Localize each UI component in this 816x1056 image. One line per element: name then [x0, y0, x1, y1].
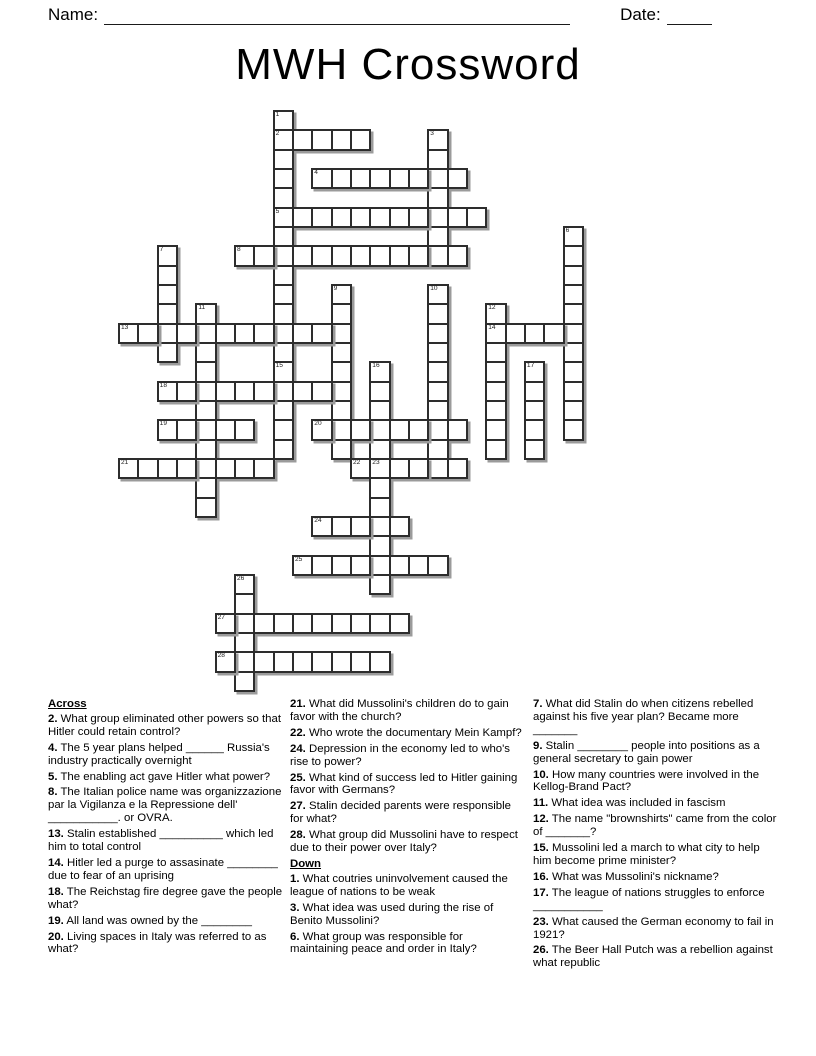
clue-number-label: 19 — [159, 420, 167, 428]
grid-cell[interactable] — [234, 458, 255, 479]
grid-cell[interactable] — [485, 303, 506, 324]
clue-number: 13. — [48, 828, 64, 841]
grid-cell[interactable] — [369, 613, 390, 634]
grid-cell[interactable] — [234, 632, 255, 653]
clue-down-16: 16. What was Mussolini's nickname? — [533, 870, 719, 883]
grid-cell[interactable] — [563, 226, 584, 247]
grid-cell[interactable] — [427, 439, 448, 460]
clue-number-label: 24 — [314, 516, 322, 524]
grid-cell[interactable] — [253, 458, 274, 479]
grid-cell[interactable] — [176, 458, 197, 479]
grid-cell[interactable] — [369, 400, 390, 421]
grid-cell[interactable] — [350, 651, 371, 672]
grid-cell[interactable] — [447, 168, 468, 189]
grid-cell[interactable] — [331, 555, 352, 576]
grid-cell[interactable] — [563, 381, 584, 402]
grid-cell[interactable] — [292, 129, 313, 150]
grid-cell[interactable] — [389, 419, 410, 440]
clue-down-15: 15. Mussolini led a march to what city to help him become prime minister? — [533, 842, 760, 867]
grid-cell[interactable] — [311, 651, 332, 672]
grid-cell[interactable] — [408, 458, 429, 479]
grid-cell[interactable] — [331, 381, 352, 402]
clue-column-3 — [533, 698, 778, 973]
grid-cell[interactable] — [273, 381, 294, 402]
grid-cell[interactable] — [195, 439, 216, 460]
grid-cell[interactable] — [292, 555, 313, 576]
clue-number: 18. — [48, 885, 64, 898]
grid-cell[interactable] — [331, 613, 352, 634]
grid-cell[interactable] — [350, 516, 371, 537]
clue-number-label: 4 — [314, 168, 318, 176]
grid-cell[interactable] — [253, 651, 274, 672]
grid-cell[interactable] — [195, 400, 216, 421]
grid-cell[interactable] — [524, 439, 545, 460]
grid-cell[interactable] — [215, 323, 236, 344]
clue-down-7: 7. What did Stalin do when citizens rebelled against his five year plan? Became more _______ — [533, 698, 754, 736]
grid-cell[interactable] — [350, 245, 371, 266]
clue-number: 5. — [48, 770, 58, 783]
clue-number-label: 25 — [294, 555, 303, 563]
clue-number: 20. — [48, 930, 64, 943]
grid-cell[interactable] — [273, 613, 294, 634]
clue-number-label: 20 — [314, 420, 322, 428]
grid-cell[interactable] — [389, 613, 410, 634]
grid-cell[interactable] — [157, 458, 178, 479]
clue-number: 26. — [533, 944, 549, 957]
grid-cell[interactable] — [350, 419, 371, 440]
clue-down-1: 1. What coutries uninvolvement caused the league of nations to be weak — [290, 872, 508, 898]
grid-cell[interactable] — [350, 168, 371, 189]
clue-number: 4. — [48, 741, 58, 754]
clue-across-13: 13. Stalin established __________ which led him to total control — [48, 828, 274, 854]
clue-down-26: 26. The Beer Hall Putch was a rebellion against what republic — [533, 944, 773, 970]
grid-cell[interactable] — [427, 187, 448, 208]
clue-number-label: 10 — [430, 284, 438, 292]
clue-number-label: 17 — [526, 362, 535, 370]
grid-cell[interactable] — [215, 419, 236, 440]
grid-cell[interactable] — [369, 419, 390, 440]
grid-cell[interactable] — [331, 419, 352, 440]
clue-number: 2. — [48, 712, 58, 725]
clue-down-10: 10. How many countries were involved in the Kellog-Brand Pact? — [533, 768, 760, 794]
clue-number-label: 6 — [565, 226, 570, 234]
grid-cell[interactable] — [253, 381, 274, 402]
grid-cell[interactable] — [369, 574, 390, 595]
clue-number: 27. — [290, 800, 306, 813]
clue-number: 9. — [533, 739, 543, 752]
grid-cell[interactable] — [234, 574, 255, 595]
grid-cell[interactable] — [389, 207, 410, 228]
grid-cell[interactable] — [157, 284, 178, 305]
grid-cell[interactable] — [466, 207, 487, 228]
grid-cell[interactable] — [292, 245, 313, 266]
grid-cell[interactable] — [427, 323, 448, 344]
grid-cell[interactable] — [369, 168, 390, 189]
clue-across-8: 8. The Italian police name was organizzazione par la Vigilanza e la Repressione dell' ___________. or OVRA. — [48, 786, 282, 825]
grid-cell[interactable] — [273, 342, 294, 363]
grid-cell[interactable] — [447, 458, 468, 479]
grid-cell[interactable] — [292, 207, 313, 228]
clue-number-label: 21 — [121, 458, 129, 466]
clue-number-label: 28 — [217, 652, 225, 660]
grid-cell[interactable] — [524, 419, 545, 440]
grid-cell[interactable] — [331, 400, 352, 421]
grid-cell[interactable] — [215, 651, 236, 672]
grid-cell[interactable] — [273, 361, 294, 382]
clue-across-21: 21. What did Mussolini's children do to gain favor with the church? — [290, 698, 509, 723]
grid-cell[interactable] — [195, 342, 216, 363]
clue-across-28: 28. What group did Mussolini have to respect due to their power over Italy? — [290, 829, 518, 855]
clue-number-label: 3 — [430, 130, 434, 138]
clue-number-label: 16 — [372, 362, 380, 370]
grid-cell[interactable] — [234, 381, 255, 402]
clue-column-1 — [48, 698, 286, 959]
clue-number-label: 13 — [121, 323, 129, 331]
clue-across-22: 22. Who wrote the documentary Mein Kampf? — [290, 726, 522, 739]
clue-number: 23. — [533, 915, 549, 928]
grid-cell[interactable] — [195, 323, 216, 344]
grid-cell[interactable] — [253, 323, 274, 344]
clue-number-label: 27 — [217, 613, 225, 621]
grid-cell[interactable] — [331, 168, 352, 189]
grid-cell[interactable] — [524, 400, 545, 421]
grid-cell[interactable] — [563, 284, 584, 305]
grid-cell[interactable] — [273, 129, 294, 150]
grid-cell[interactable] — [311, 129, 332, 150]
grid-cell[interactable] — [331, 303, 352, 324]
grid-cell[interactable] — [485, 419, 506, 440]
grid-cell[interactable] — [427, 226, 448, 247]
grid-cell[interactable] — [234, 323, 255, 344]
grid-cell[interactable] — [369, 381, 390, 402]
grid-cell[interactable] — [427, 361, 448, 382]
grid-cell[interactable] — [427, 168, 448, 189]
grid-cell[interactable] — [427, 419, 448, 440]
grid-cell[interactable] — [369, 477, 390, 498]
clue-number-label: 15 — [275, 362, 283, 370]
date-label: Date: — [620, 5, 661, 24]
grid-cell[interactable] — [524, 323, 545, 344]
clue-number-label: 22 — [352, 458, 361, 466]
clue-number: 22. — [290, 726, 306, 739]
clue-number: 17. — [533, 886, 549, 899]
grid-cell[interactable] — [408, 207, 429, 228]
grid-cell[interactable] — [427, 207, 448, 228]
grid-cell[interactable] — [311, 168, 332, 189]
grid-cell[interactable] — [311, 381, 332, 402]
grid-cell[interactable] — [389, 245, 410, 266]
grid-cell[interactable] — [292, 651, 313, 672]
clue-number-label: 12 — [488, 304, 496, 312]
grid-cell[interactable] — [350, 555, 371, 576]
grid-cell[interactable] — [331, 516, 352, 537]
clue-across-18: 18. The Reichstag fire degree gave the people what? — [48, 885, 283, 911]
clue-column-2 — [290, 698, 522, 959]
clue-number: 7. — [533, 698, 543, 710]
grid-cell[interactable] — [447, 245, 468, 266]
grid-cell[interactable] — [563, 323, 584, 344]
clue-number-label: 11 — [198, 304, 206, 312]
clue-number-label: 26 — [236, 574, 245, 582]
grid-cell[interactable] — [273, 110, 294, 131]
clue-header-down: Down — [290, 857, 322, 870]
clue-number-label: 7 — [159, 246, 164, 254]
grid-cell[interactable] — [311, 323, 332, 344]
clue-number: 28. — [290, 829, 306, 842]
grid-cell[interactable] — [350, 458, 371, 479]
grid-cell[interactable] — [311, 555, 332, 576]
grid-cell[interactable] — [157, 265, 178, 286]
grid-cell[interactable] — [234, 651, 255, 672]
clue-number-label: 8 — [236, 246, 241, 254]
grid-cell[interactable] — [485, 381, 506, 402]
grid-cell[interactable] — [273, 323, 294, 344]
clue-number: 16. — [533, 870, 549, 883]
grid-cell[interactable] — [563, 400, 584, 421]
clue-number: 14. — [48, 856, 64, 869]
clue-across-27: 27. Stalin decided parents were responsible for what? — [290, 800, 511, 826]
clue-across-4: 4. The 5 year plans helped ______ Russia's industry practically overnight — [48, 741, 270, 767]
header — [48, 5, 768, 25]
grid-cell[interactable] — [389, 555, 410, 576]
grid-cell[interactable] — [215, 613, 236, 634]
grid-cell[interactable] — [447, 207, 468, 228]
grid-cell[interactable] — [563, 342, 584, 363]
grid-cell[interactable] — [292, 381, 313, 402]
grid-cell[interactable] — [350, 129, 371, 150]
grid-cell[interactable] — [427, 342, 448, 363]
grid-cell[interactable] — [389, 516, 410, 537]
clue-number: 10. — [533, 768, 549, 781]
grid-cell[interactable] — [408, 245, 429, 266]
date-write-line[interactable] — [667, 5, 712, 25]
grid-cell[interactable] — [350, 613, 371, 634]
clue-number: 24. — [290, 742, 306, 755]
clue-number: 11. — [533, 797, 549, 810]
clue-down-12: 12. The name "brownshirts" came from the color of _______? — [533, 813, 777, 839]
grid-cell[interactable] — [215, 381, 236, 402]
clue-down-11: 11. What idea was included in fascism — [533, 797, 726, 810]
grid-cell[interactable] — [195, 458, 216, 479]
grid-cell[interactable] — [273, 149, 294, 170]
grid-cell[interactable] — [273, 168, 294, 189]
grid-cell[interactable] — [369, 555, 390, 576]
grid-cell[interactable] — [195, 419, 216, 440]
grid-cell[interactable] — [311, 516, 332, 537]
grid-cell[interactable] — [273, 284, 294, 305]
grid-cell[interactable] — [195, 361, 216, 382]
grid-cell[interactable] — [427, 284, 448, 305]
grid-cell[interactable] — [427, 458, 448, 479]
grid-cell[interactable] — [369, 458, 390, 479]
grid-cell[interactable] — [157, 419, 178, 440]
grid-cell[interactable] — [331, 323, 352, 344]
clue-down-9: 9. Stalin ________ people into positions as a general secretary to gain power — [533, 739, 760, 765]
grid-cell[interactable] — [273, 207, 294, 228]
grid-cell[interactable] — [369, 207, 390, 228]
clue-number: 19. — [48, 914, 64, 927]
grid-cell[interactable] — [369, 439, 390, 460]
grid-cell[interactable] — [427, 149, 448, 170]
clue-number-label: 1 — [275, 111, 280, 118]
grid-cell[interactable] — [447, 419, 468, 440]
grid-cell[interactable] — [273, 303, 294, 324]
grid-cell[interactable] — [273, 439, 294, 460]
grid-cell[interactable] — [253, 613, 274, 634]
grid-cell[interactable] — [273, 265, 294, 286]
grid-cell[interactable] — [427, 381, 448, 402]
grid-cell[interactable] — [137, 323, 158, 344]
grid-cell[interactable] — [176, 419, 197, 440]
grid-cell[interactable] — [563, 361, 584, 382]
grid-cell[interactable] — [427, 245, 448, 266]
clue-across-20: 20. Living spaces in Italy was referred to as what? — [48, 930, 267, 956]
grid-cell[interactable] — [195, 381, 216, 402]
grid-cell[interactable] — [253, 245, 274, 266]
clue-across-24: 24. Depression in the economy led to who's rise to power? — [290, 742, 510, 768]
grid-cell[interactable] — [157, 323, 178, 344]
grid-cell[interactable] — [408, 168, 429, 189]
clue-down-17: 17. The league of nations struggles to enforce ___________ — [533, 886, 765, 912]
grid-cell[interactable] — [331, 207, 352, 228]
grid-cell[interactable] — [524, 381, 545, 402]
grid-cell[interactable] — [273, 187, 294, 208]
grid-cell[interactable] — [273, 226, 294, 247]
name-label: Name: — [48, 5, 99, 24]
clue-number: 21. — [290, 698, 306, 710]
grid-cell[interactable] — [389, 458, 410, 479]
grid-cell[interactable] — [311, 613, 332, 634]
grid-cell[interactable] — [273, 651, 294, 672]
grid-cell[interactable] — [215, 458, 236, 479]
grid-cell[interactable] — [176, 381, 197, 402]
grid-cell[interactable] — [137, 458, 158, 479]
grid-cell[interactable] — [369, 361, 390, 382]
clue-number: 25. — [290, 771, 306, 784]
grid-cell[interactable] — [369, 497, 390, 518]
clue-number: 1. — [290, 872, 300, 885]
grid-cell[interactable] — [157, 245, 178, 266]
name-write-line[interactable] — [104, 5, 570, 25]
clue-number-label: 14 — [488, 323, 496, 331]
grid-cell[interactable] — [485, 439, 506, 460]
grid-cell[interactable] — [331, 361, 352, 382]
grid-cell[interactable] — [369, 516, 390, 537]
grid-cell[interactable] — [273, 419, 294, 440]
grid-cell[interactable] — [427, 303, 448, 324]
grid-cell[interactable] — [485, 400, 506, 421]
grid-cell[interactable] — [427, 129, 448, 150]
grid-cell[interactable] — [234, 613, 255, 634]
clue-down-3: 3. What idea was used during the rise of Benito Mussolini? — [290, 901, 494, 927]
clue-across-2: 2. What group eliminated other powers so that Hitler could retain control? — [48, 712, 282, 738]
grid-cell[interactable] — [331, 651, 352, 672]
grid-cell[interactable] — [157, 303, 178, 324]
clue-across-5: 5. The enabling act gave Hitler what power? — [48, 770, 271, 783]
clue-number-label: 18 — [159, 381, 167, 389]
clue-across-19: 19. All land was owned by the ________ — [48, 914, 252, 927]
grid-cell[interactable] — [369, 245, 390, 266]
grid-cell[interactable] — [195, 497, 216, 518]
grid-cell[interactable] — [427, 555, 448, 576]
clue-down-6: 6. What group was responsible for maintaining peace and order in Italy? — [290, 930, 477, 956]
grid-cell[interactable] — [563, 245, 584, 266]
grid-cell[interactable] — [157, 381, 178, 402]
grid-cell[interactable] — [427, 400, 448, 421]
grid-cell[interactable] — [331, 245, 352, 266]
clue-header-across: Across — [48, 698, 87, 710]
clue-number-label: 5 — [275, 207, 280, 215]
grid-cell[interactable] — [389, 168, 410, 189]
grid-cell[interactable] — [485, 323, 506, 344]
clue-number: 3. — [290, 901, 300, 914]
clue-number: 6. — [290, 930, 300, 943]
grid-cell[interactable] — [350, 207, 371, 228]
grid-cell[interactable] — [118, 323, 139, 344]
grid-cell[interactable] — [195, 303, 216, 324]
grid-cell[interactable] — [311, 419, 332, 440]
grid-cell[interactable] — [369, 651, 390, 672]
grid-cell[interactable] — [118, 458, 139, 479]
grid-cell[interactable] — [234, 419, 255, 440]
clue-number: 15. — [533, 842, 549, 855]
grid-cell[interactable] — [234, 671, 255, 692]
grid-cell[interactable] — [331, 439, 352, 460]
grid-cell[interactable] — [485, 342, 506, 363]
grid-cell[interactable] — [311, 245, 332, 266]
grid-cell[interactable] — [195, 477, 216, 498]
page-title: MWH Crossword — [235, 40, 581, 89]
grid-cell[interactable] — [563, 303, 584, 324]
clue-down-23: 23. What caused the German economy to fail in 1921? — [533, 915, 774, 941]
grid-cell[interactable] — [485, 361, 506, 382]
grid-cell[interactable] — [273, 245, 294, 266]
grid-cell[interactable] — [331, 284, 352, 305]
grid-cell[interactable] — [369, 535, 390, 556]
grid-cell[interactable] — [292, 323, 313, 344]
grid-cell[interactable] — [563, 419, 584, 440]
grid-cell[interactable] — [311, 207, 332, 228]
grid-cell[interactable] — [234, 245, 255, 266]
grid-cell[interactable] — [176, 323, 197, 344]
grid-cell[interactable] — [331, 129, 352, 150]
clue-number-label: 23 — [372, 458, 380, 466]
grid-cell[interactable] — [408, 555, 429, 576]
grid-cell[interactable] — [524, 361, 545, 382]
clue-across-25: 25. What kind of success led to Hitler gaining favor with Germans? — [290, 771, 518, 797]
clue-across-14: 14. Hitler led a purge to assasinate ________ due to fear of an uprising — [48, 856, 278, 882]
crossword-grid — [118, 110, 585, 693]
clue-number-label: 9 — [333, 284, 338, 292]
grid-cell[interactable] — [157, 342, 178, 363]
clue-number-label: 2 — [275, 130, 280, 138]
grid-cell[interactable] — [292, 613, 313, 634]
grid-cell[interactable] — [234, 593, 255, 614]
grid-cell[interactable] — [563, 265, 584, 286]
grid-cell[interactable] — [505, 323, 526, 344]
clue-number: 8. — [48, 786, 58, 799]
grid-cell[interactable] — [273, 400, 294, 421]
grid-cell[interactable] — [408, 419, 429, 440]
grid-cell[interactable] — [543, 323, 564, 344]
grid-cell[interactable] — [331, 342, 352, 363]
clue-number: 12. — [533, 813, 549, 826]
